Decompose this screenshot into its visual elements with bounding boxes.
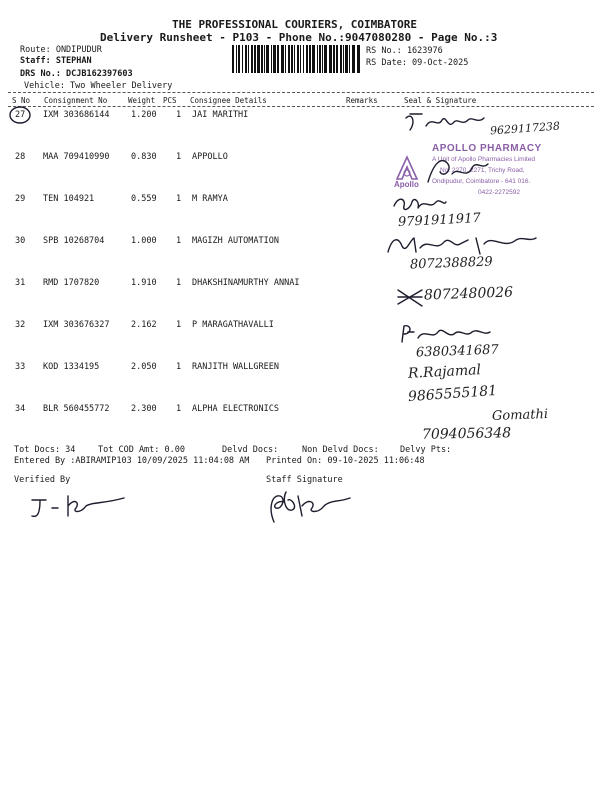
col-seal-signature: Seal & Signature — [404, 96, 477, 105]
row-weight: 1.000 — [131, 236, 157, 246]
handwritten-name-33: R.Rajamal — [407, 362, 482, 382]
handwritten-phone-30: 8072388829 — [409, 254, 493, 273]
barcode-bar — [303, 45, 304, 73]
barcode-bar — [319, 45, 321, 73]
barcode-bar — [264, 45, 265, 73]
barcode-bar — [266, 45, 269, 73]
verified-by-signature — [28, 492, 128, 522]
row-consignee: DHAKSHINAMURTHY ANNAI — [192, 278, 300, 288]
header-divider — [8, 92, 594, 93]
row-weight: 1.910 — [131, 278, 157, 288]
handwritten-phone-32: 6380341687 — [415, 342, 499, 361]
barcode-bar — [317, 45, 318, 73]
barcode-bar — [309, 45, 311, 73]
col-sno: S No — [12, 96, 31, 105]
tot-docs: Tot Docs: 34 — [14, 445, 76, 455]
apollo-logo-text: Apollo — [394, 180, 419, 189]
column-divider — [8, 106, 594, 107]
col-pcs: PCS — [163, 96, 177, 105]
row-weight: 0.559 — [131, 194, 157, 204]
barcode-bar — [343, 45, 344, 73]
tot-cod-amount: Tot COD Amt: 0.00 — [98, 445, 185, 455]
barcode-bar — [294, 45, 295, 73]
signature-row-30 — [384, 232, 544, 256]
rs-number: RS No.: 1623976 — [366, 46, 443, 56]
barcode-bar — [257, 45, 260, 73]
row-consignee: ALPHA ELECTRONICS — [192, 404, 279, 414]
vehicle-label: Vehicle: Two Wheeler Delivery — [24, 81, 173, 91]
col-weight: Weight — [128, 96, 156, 105]
delivered-docs: Delvd Docs: — [222, 445, 279, 455]
barcode-bar — [357, 45, 360, 73]
verified-by-label: Verified By — [14, 475, 71, 485]
non-delivered-docs: Non Delvd Docs: — [302, 445, 379, 455]
barcode-bar — [352, 45, 355, 73]
apollo-logo-icon — [393, 155, 421, 183]
row-sno: 27 — [15, 110, 26, 120]
delivery-points: Delvy Pts: — [400, 445, 452, 455]
barcode-bar — [248, 45, 249, 73]
barcode-bar — [232, 45, 234, 73]
row-consignee: M RAMYA — [192, 194, 228, 204]
barcode-bar — [254, 45, 256, 73]
barcode-bar — [345, 45, 348, 73]
row-pcs: 1 — [176, 152, 182, 162]
row-consignment: MAA 709410990 — [43, 152, 110, 162]
signature-row-29 — [390, 192, 450, 214]
row-weight: 1.200 — [131, 110, 157, 120]
row-pcs: 1 — [176, 320, 182, 330]
handwritten-phone-34: 7094056348 — [421, 425, 512, 443]
col-remarks: Remarks — [346, 96, 378, 105]
row-consignment: SPB 10268704 — [43, 236, 105, 246]
barcode-bar — [340, 45, 342, 73]
drs-number: DRS No.: DCJB162397603 — [20, 69, 133, 79]
row-weight: 2.050 — [131, 362, 157, 372]
barcode-bar — [236, 45, 237, 73]
row-pcs: 1 — [176, 404, 182, 414]
barcode-bar — [349, 45, 350, 73]
row-sno: 29 — [15, 194, 26, 204]
row-sno: 33 — [15, 362, 26, 372]
row-consignee: APPOLLO — [192, 152, 228, 162]
rs-date: RS Date: 09-Oct-2025 — [366, 58, 469, 68]
row-consignment: TEN 104921 — [43, 194, 95, 204]
company-title: THE PROFESSIONAL COURIERS, COIMBATORE — [172, 18, 418, 31]
stamp-line1: A Unit of Apollo Pharmacies Limited — [432, 156, 535, 163]
barcode-bar — [324, 45, 327, 73]
barcode-bar — [300, 45, 301, 73]
barcode-bar — [329, 45, 332, 73]
handwritten-name-34: Gomathi — [491, 407, 549, 424]
row-consignment: KOD 1334195 — [43, 362, 100, 372]
row-weight: 2.300 — [131, 404, 157, 414]
barcode-bar — [312, 45, 315, 73]
row-pcs: 1 — [176, 278, 182, 288]
row-pcs: 1 — [176, 110, 182, 120]
stamp-line4: 0422-2272592 — [478, 189, 520, 196]
row-pcs: 1 — [176, 236, 182, 246]
row-consignee: MAGIZH AUTOMATION — [192, 236, 279, 246]
barcode-bar — [261, 45, 263, 73]
signature-row-27 — [402, 108, 492, 138]
barcode-bar — [271, 45, 272, 73]
signature-row-28 — [422, 152, 492, 188]
stamp-line2: No. 2270, 2271, Trichy Road, — [440, 167, 525, 174]
barcode-bar — [273, 45, 276, 73]
col-consignee: Consignee Details — [190, 96, 267, 105]
barcode-bar — [333, 45, 335, 73]
row-sno: 34 — [15, 404, 26, 414]
row-consignment: BLR 560455772 — [43, 404, 110, 414]
barcode-bar — [281, 45, 284, 73]
staff-label: Staff: STEPHAN — [20, 56, 92, 66]
handwritten-phone-27: 9629117238 — [489, 119, 561, 138]
row-sno: 28 — [15, 152, 26, 162]
barcode-bar — [291, 45, 293, 73]
barcode-bar — [245, 45, 247, 73]
handwritten-phone-33: 9865555181 — [407, 382, 498, 406]
barcode-bar — [336, 45, 338, 73]
stamp-line3: Ondipudur, Coimbatore - 641 016. — [432, 178, 531, 185]
row-consignment: RMD 1707820 — [43, 278, 100, 288]
row-consignment: IXM 303686144 — [43, 110, 110, 120]
route-label: Route: ONDIPUDUR — [20, 45, 102, 55]
barcode-bar — [306, 45, 308, 73]
barcode-bar — [238, 45, 240, 73]
col-consignment: Consignment No — [44, 96, 108, 105]
barcode-bar — [288, 45, 290, 73]
barcode-bar — [242, 45, 243, 73]
handwritten-phone-31: 8072480026 — [423, 284, 514, 304]
row-consignment: IXM 303676327 — [43, 320, 110, 330]
row-weight: 2.162 — [131, 320, 157, 330]
printed-on: Printed On: 09-10-2025 11:06:48 — [266, 456, 425, 466]
runsheet-title: Delivery Runsheet - P103 - Phone No.:9047080280 - Page No.:3 — [100, 31, 498, 44]
barcode-bar — [285, 45, 286, 73]
row-sno: 32 — [15, 320, 26, 330]
barcode-bar — [322, 45, 323, 73]
staff-signature-label: Staff Signature — [266, 475, 343, 485]
staff-signature — [262, 488, 362, 524]
row-pcs: 1 — [176, 362, 182, 372]
row-consignee: RANJITH WALLGREEN — [192, 362, 279, 372]
barcode-bar — [251, 45, 253, 73]
barcode-bar — [277, 45, 279, 73]
row-sno: 31 — [15, 278, 26, 288]
row-pcs: 1 — [176, 194, 182, 204]
barcode-bar — [297, 45, 299, 73]
row-consignee: JAI MARITHI — [192, 110, 249, 120]
strike-mark-row-31 — [396, 286, 426, 308]
row-sno: 30 — [15, 236, 26, 246]
entered-by: Entered By :ABIRAMIP103 10/09/2025 11:04:08 AM — [14, 456, 250, 466]
handwritten-phone-29: 9791911917 — [397, 210, 482, 231]
row-consignee: P MARAGATHAVALLI — [192, 320, 274, 330]
barcode — [232, 45, 362, 73]
row-weight: 0.830 — [131, 152, 157, 162]
stamp-name: APOLLO PHARMACY — [432, 143, 542, 154]
